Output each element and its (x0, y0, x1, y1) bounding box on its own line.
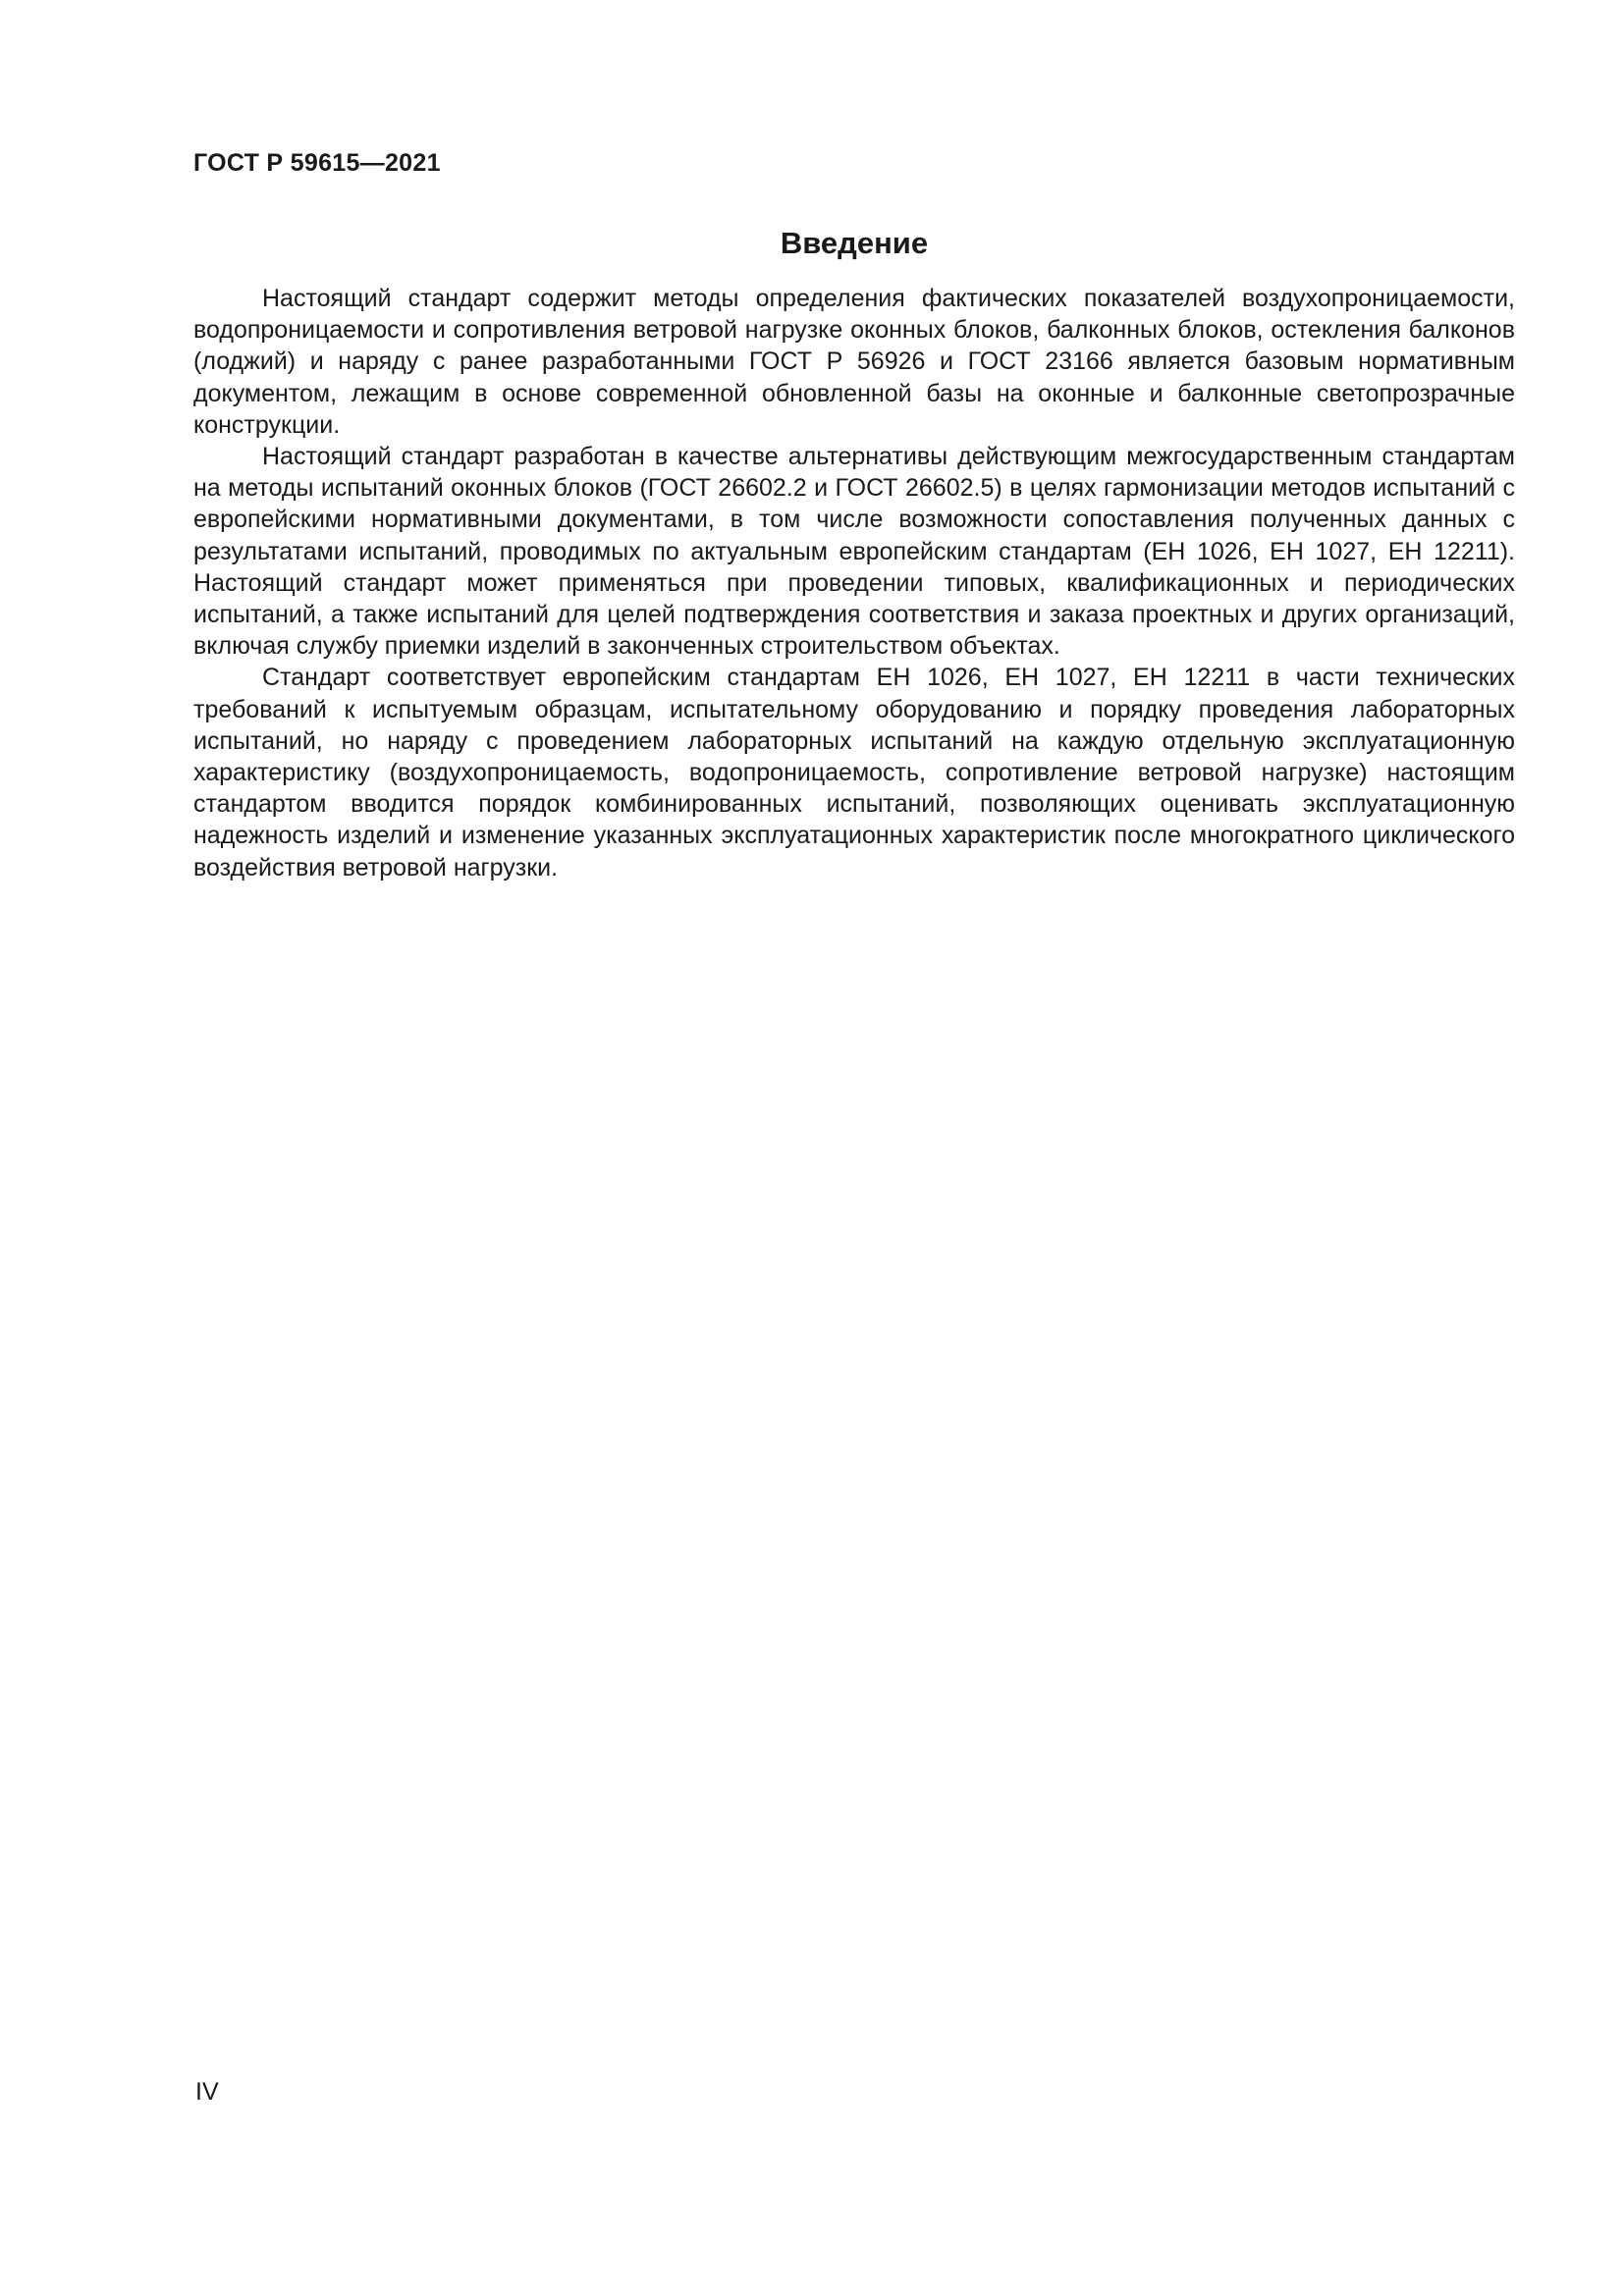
page-number: IV (195, 2078, 219, 2106)
paragraph: Настоящий стандарт содержит методы определения фактических показателей воздухопроницаемости, водопроницаемости и сопротивления ветровой нагрузке оконных блоков, балконных блоков, остекления балконов (лоджий) и наряду с ранее разработанными ГОСТ Р 56926 и ГОСТ 23166 является базовым нормативным документом, лежащим в основе современной обновленной базы на оконные и балконные светопрозрачные конструкции. (193, 285, 1515, 439)
section-title: Введение (780, 226, 929, 260)
body-text (193, 283, 1515, 883)
paragraph: Настоящий стандарт разработан в качестве альтернативы действующим межгосударственным стандартам на методы испытаний оконных блоков (ГОСТ 26602.2 и ГОСТ 26602.5) в целях гармонизации методов испытаний с европейскими нормативными документами, в том числе возможности сопоставления полученных данных с результатами испытаний, проводимых по актуальным европейским стандартам (ЕН 1026, ЕН 1027, ЕН 12211). Настоящий стандарт может применяться при проведении типовых, квалификационных и периодических испытаний, а также испытаний для целей подтверждения соответствия и заказа проектных и других организаций, включая службу приемки изделий в законченных строительством объектах. (193, 443, 1515, 661)
paragraph: Стандарт соответствует европейским стандартам ЕН 1026, ЕН 1027, ЕН 12211 в части технических требований к испытуемым образцам, испытательному оборудованию и порядку проведения лабораторных испытаний, но наряду с проведением лабораторных испытаний на каждую отдельную эксплуатационную характеристику (воздухопроницаемость, водопроницаемость, сопротивление ветровой нагрузке) настоящим стандартом вводится порядок комбинированных испытаний, позволяющих оценивать эксплуатационную надежность изделий и изменение указанных эксплуатационных характеристик после многократного циклического воздействия ветровой нагрузки. (193, 664, 1515, 881)
document-code: ГОСТ Р 59615—2021 (193, 149, 441, 177)
